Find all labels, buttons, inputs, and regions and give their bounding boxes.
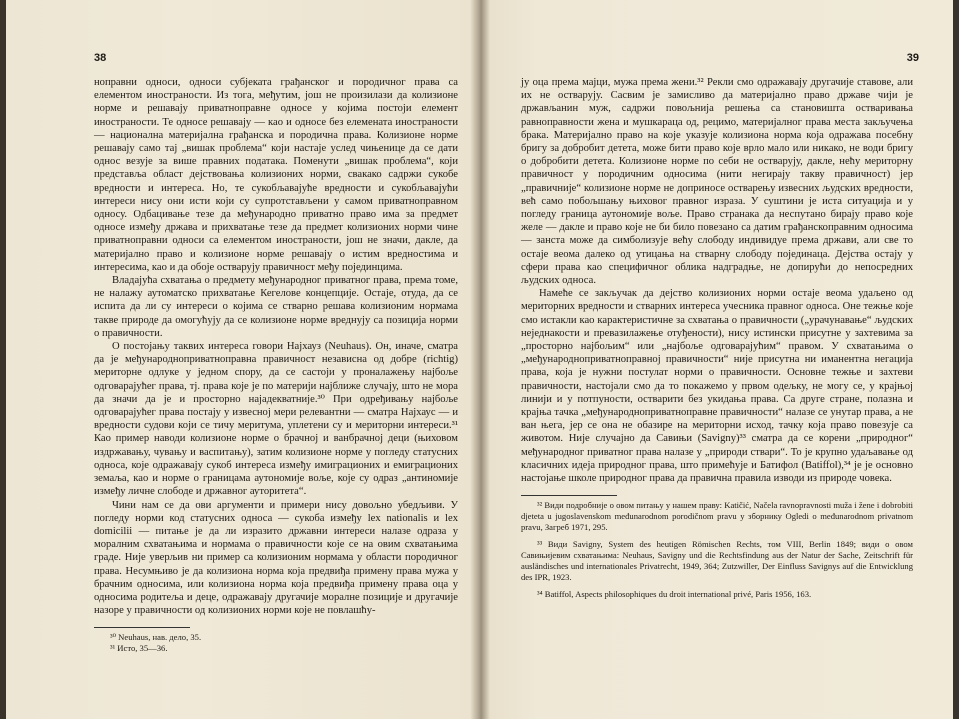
book-gutter <box>470 0 490 719</box>
left-edge <box>0 0 6 719</box>
right-footnote-32: ³² Види подробније о овом питању у нашем праву: Katičić, Načela ravnopravnosti muža i žene i dobrobiti djeteta u jugoslavenskom međunarodnom porodičnom pravu у зборнику Ogledi o međunarodnom privatnom pravu, Загреб 1971, 295. <box>521 500 913 533</box>
left-page <box>0 0 478 719</box>
right-page <box>481 0 959 719</box>
right-footnote-rule <box>521 495 617 496</box>
left-paragraph-1: ноправни односи, односи субјеката грађанског и породичног права са елементом иностраности. Из тога, међутим, још не произилази да колизионе норме и решавају приватноправне односе у којима постоји елемент иностраности. Те односе решавају — као и односе без елемената иностраности — национална материјална грађанска и породична права. Колизионе норме решавају само тај „вишак проблема“ који настаје услед чињенице да се дати однос везује за више правних података. Поменути „вишак проблема“, који представља област дејствовања колизионих норми, свакако садржи сукобе вредности и интереса. Но, те сукобљавајуће вредности и сукобљавајући интереси нису они исти који су супротстављени у самом приватноправном односу. Одбацивање тезе да међународно приватно право има за предмет односе између држава и прихватање тезе да предмет колизионих норми чине приватноправни односи са елементом иностраности, још не значи, дакле, да материјално право и колизионе норме решавају о истим вредностима и интересима, као и да обоје остварују правичност међу појединцима. <box>94 77 458 273</box>
left-footnote-30: ³⁰ Neuhaus, нав. дело, 35. <box>110 632 202 643</box>
left-page-number: 38 <box>94 52 107 64</box>
right-paragraph-2: Намеће се закључак да дејство колизионих норми остаје веома удаљено од мериторних вредности и стварних интереса учесника правног односа. Оне тежње које смо истакли као карактеристичне за схватања о правичности („урачунавање“ људских неједнакости и превазилажење отуђености), нису истински присутне у захтевима за „просторно најбољим“ или „најбоље одговарајућим“ правом. У схватањима о „међународноприватноправној правичности“ није присутна ни иманентна негација права, која је нужни постулат норми о правичности. Основне тежње и захтеви правичности, настојали смо да то покажемо у првом одељку, не могу се, у крајњој линији и у потпуности, остварити без укидања права. Са друге стране, полазна и крајња тачка „међународноприватноправне правичности“ налазе се унутар права, а не ван њега, јер се она не обазире на мериторни исход, тачку која право повезује са животом. Није случајно да Савињи (Savigny)³³ сматра да се корени „природног“ међународног приватног права налазе у „природи ствари“. То је крупно удаљавање од класичних идеја природног права, што примећује и Батифол (Batiffol),³⁴ је је основно настојање школе природног права да правична правила изводи из природе човека. <box>521 288 913 485</box>
left-page-body <box>94 76 458 617</box>
right-page-number: 39 <box>906 52 919 64</box>
right-footnote-34: ³⁴ Batiffol, Aspects philosophiques du droit international privé, Paris 1956, 163. <box>537 589 812 600</box>
right-edge <box>953 0 959 719</box>
right-footnote-33: ³³ Види Savigny, System des heutigen Römischen Rechts, том VIII, Berlin 1849; види о овом Савињијевим схватањима: Neuhaus, Savigny und die Rechtsfindung aus der Natur der Sache, Zeitschrift für ausländisches und internationales Privatrecht, 1949, 364; Zutzwiller, Der Einfluss Savignys auf die Entwicklung des IPR, 1923. <box>521 539 913 583</box>
left-paragraph-2: Владајућа схватања о предмету међународног приватног права, према томе, не налажу аутоматско прихватање Кегелове концепције. Остаје, отуда, да се испита да ли су интереси о којима се стварно решава колизионим нормама такве природе да омогућују да се колизионе норме вреднују са позиција норми о правичности. <box>94 275 458 339</box>
left-paragraph-4: Чини нам се да ови аргументи и примери нису довољно убедљиви. У погледу норми код статусних односа — сукоба између lex nationalis и lex domicilii — питање је да ли изразито државни интереси налазе одраза у моралним схватањима и нормама о правичности које се на овим схватањима граде. Није уверљив ни пример са колизионим нормама у области породичног права. Несумњиво је да колизиона норма која предвиђа примену права мужа у брачним односима, или колизиона норма која предвиђа примену права оца у односима родитеља и деце, одражавају другачије моралне позиције и другачије назоре у правичности од колизионих норми које не повлашћу- <box>94 499 458 617</box>
right-paragraph-1: ју оца према мајци, мужа према жени.³² Рекли смо одражавају другачије ставове, али их не остварују. Сасвим је замисливо да материјално право државе чији је држављанин муж, садржи повољнија решења са становишта остваривања равноправности жена и мушкараца од, рецимо, материјалног права места закључења брака. Материјално право на које указује колизиона норма која одражава посебну бригу за добробит детета, може бити право које врло мало или никако, не води бригу о добробити детета. Колизионе норме по себи не остварују, дакле, нећу мериторну правичност у породичним односима (нити негирају такву правичност) јер „правичније“ колизионе норме не доприносе остварењу извесних људских вредности, већ само побољшању њиховог правног израза. У суштини је иста ситуација и у погледу граница аутономије воље. Право странака да неспутано бирају право које желе — дакле и право које не би било повезано са датим грађанскоправним односима — занста може да симболизује већу слободу индивидуе према држави, али све то остаје веома далеко од утицања на стварну слободу појединаца. Дејства остају у сфери права као специфичног облика надградње, не допирући до непосредних људских односа. <box>521 77 913 287</box>
right-page-body <box>521 76 913 485</box>
left-paragraph-3: О постојању таквих интереса говори Најхауз (Neuhaus). Он, иначе, сматра да је међународноприватноправна правичност независна од добре (richtig) мериторне одлуке у једном спору, да се састоји у проналажењу најбоље одговарајућег права, тј. права које је по материји најближе случају, што не мора да значи да је и просторно најадекватније.³⁰ При одређивању најбоље одговарајућег права постају у извесној мери релевантни — сматра Најхаус — и вредности судови који се тичу меритума, уплетени су и мериторни интереси.³¹ Као пример наводи колизионе норме о брачној и ванбрачној деци (њиховом издржавању, чувању и васпитању), затим колизионе норме у погледу статусних односа, које одражавају сукоб интереса између имиграционих и емиграционих земаља, као и норме о границама аутономије воље, које су одраз „антиномије између личне слободе и државног ауторитета“. <box>94 341 458 498</box>
left-footnote-rule <box>94 627 190 628</box>
left-footnote-31: ³¹ Исто, 35—36. <box>110 643 168 654</box>
